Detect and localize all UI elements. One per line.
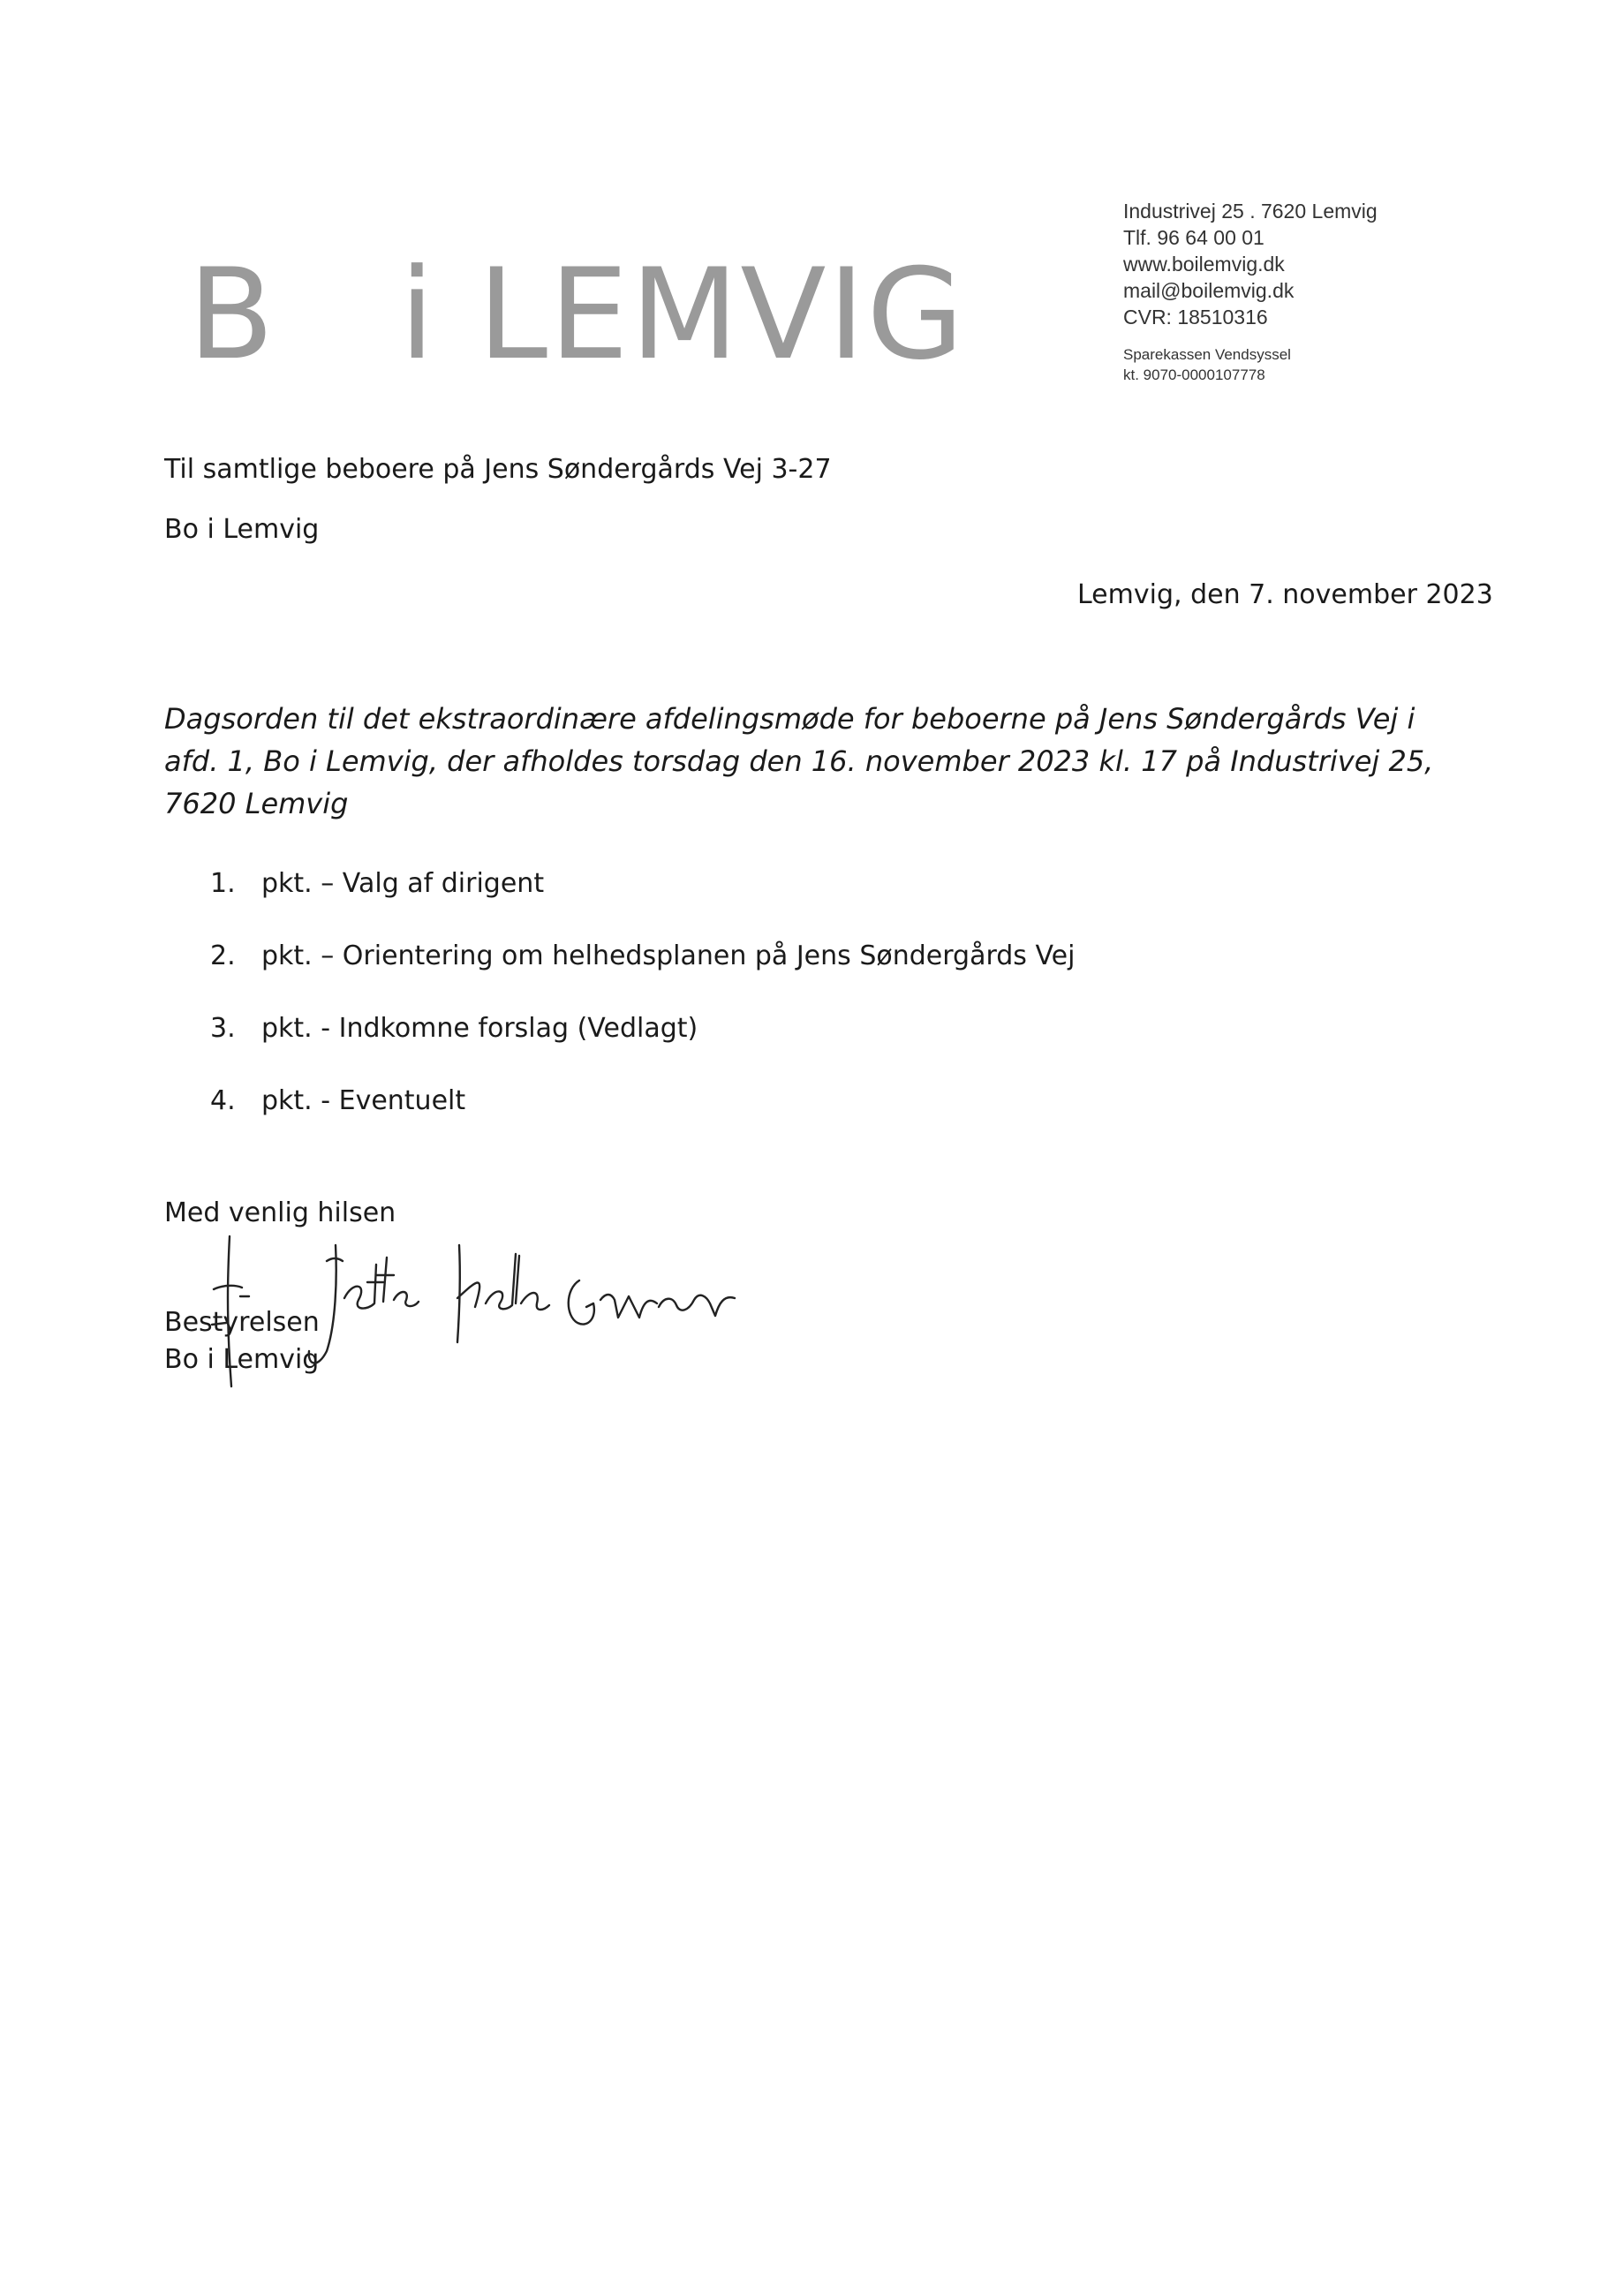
agenda-item (210, 939, 1075, 1011)
letterhead-contact (1123, 198, 1494, 385)
email: mail@boilemvig.dk (1123, 279, 1295, 302)
date-line: Lemvig, den 7. november 2023 (1077, 579, 1493, 610)
agenda-item-number: 1. (210, 868, 236, 899)
signature-stroke (344, 1258, 419, 1309)
cvr: CVR: 18510316 (1123, 306, 1268, 329)
agenda-item-number: 4. (210, 1085, 236, 1116)
agenda-item-text: pkt. – Orientering om helhedsplanen på Jens Søndergårds Vej (261, 940, 1076, 971)
bank-name: Sparekassen Vendsyssel (1123, 346, 1291, 363)
signature-stroke (457, 1245, 549, 1342)
agenda-item-text: pkt. - Eventuelt (261, 1085, 466, 1116)
phone: Tlf. 96 64 00 01 (1123, 226, 1264, 249)
signature-stroke (212, 1323, 226, 1325)
handwritten-signatures (194, 1219, 742, 1395)
closing-greeting: Med venlig hilsen (164, 1197, 396, 1228)
agenda-list (210, 866, 1075, 1156)
agenda-item (210, 1011, 1075, 1084)
bank-account: kt. 9070-0000107778 (1123, 366, 1265, 383)
agenda-heading: Dagsorden til det ekstraordinære afdelingsmøde for beboerne på Jens Søndergårds Vej i afd. 1, Bo i Lemvig, der afholdes torsdag den 16. november 2023 kl. 17 på Industrivej 25, 7620 Lemvig (164, 702, 1434, 820)
recipient-org: Bo i Lemvig (164, 514, 320, 545)
signature-stroke (309, 1245, 336, 1363)
address: Industrivej 25 . 7620 Lemvig (1123, 200, 1378, 223)
signature-stroke (569, 1280, 735, 1325)
agenda-item-number: 3. (210, 1013, 236, 1044)
agenda-item-number: 2. (210, 940, 236, 971)
agenda-item (210, 1084, 1075, 1156)
agenda-item (210, 866, 1075, 939)
agenda-item-text: pkt. – Valg af dirigent (261, 868, 545, 899)
signature-stroke (327, 1258, 343, 1261)
logo (188, 242, 966, 388)
logo-letter-b: B (188, 242, 276, 388)
logo-wordmark: i LEMVIG (399, 242, 966, 388)
agenda-item-text: pkt. - Indkomne forslag (Vedlagt) (261, 1013, 698, 1044)
recipient-line: Til samtlige beboere på Jens Søndergårds Vej 3-27 (164, 454, 832, 485)
signature-stroke (228, 1236, 231, 1386)
website: www.boilemvig.dk (1123, 253, 1285, 276)
signatory-board: Bestyrelsen (164, 1307, 320, 1338)
signatory-org: Bo i Lemvig (164, 1344, 320, 1375)
